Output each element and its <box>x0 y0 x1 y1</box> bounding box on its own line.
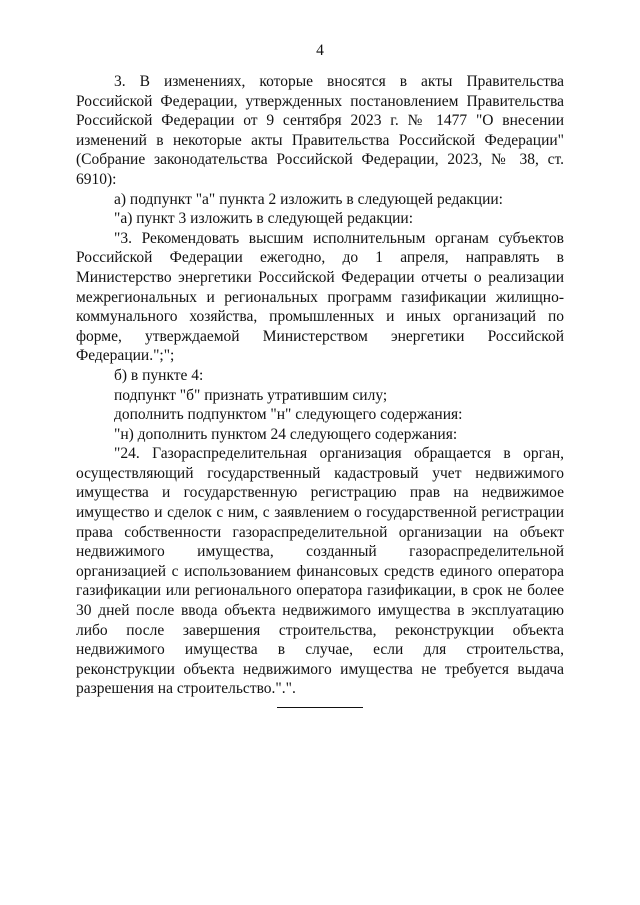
page-number: 4 <box>316 42 324 59</box>
end-separator-line <box>277 707 363 708</box>
document-body <box>76 72 564 699</box>
paragraph-subitem-b: б) в пункте 4: <box>114 366 204 384</box>
paragraph-subitem-a: а) подпункт "а" пункта 2 изложить в следующей редакции: <box>114 190 503 208</box>
paragraph-point-3-text: "3. Рекомендовать высшим исполнительным органам субъектов Российской Федерации ежегодно, до 1 апреля, направлять в Министерство энергетики Российской Федерации отчеты о реализации межрегиональных и региональных программ газификации жилищно-коммунального хозяйства, промышленных и иных организаций по форме, утверждаемой Министерством энергетики Российской Федерации.";"; <box>76 229 564 365</box>
paragraph-3-amendments-intro: 3. В изменениях, которые вносятся в акты Правительства Российской Федерации, утвержденных постановлением Правительства Российской Федерации от 9 сентября 2023 г. № 1477 "О внесении изменений в некоторые акты Правительства Российской Федерации" (Собрание законодательства Российской Федерации, 2023, № 38, ст. 6910): <box>76 73 564 188</box>
paragraph-repeal-b: подпункт "б" признать утратившим силу; <box>114 386 388 404</box>
paragraph-point-3-edit: "а) пункт 3 изложить в следующей редакции: <box>114 210 414 228</box>
paragraph-add-subitem-n: дополнить подпунктом "н" следующего содержания: <box>114 406 463 424</box>
paragraph-point-24-text: "24. Газораспределительная организация обращается в орган, осуществляющий государственный кадастровый учет недвижимого имущества и государственную регистрацию прав на недвижимое имущество и сделок с ним, с заявлением о государственной регистрации права собственности газораспределительной организации на объект недвижимого имущества, созданный газораспределительной организацией с использованием финансовых средств единого оператора газификации или регионального оператора газификации, в срок не более 30 дней после ввода объекта недвижимого имущества в эксплуатацию либо после завершения строительства, реконструкции объекта недвижимого имущества в случае, если для строительства, реконструкции объекта недвижимого имущества не требуется выдача разрешения на строительство.".". <box>76 445 564 698</box>
paragraph-subitem-n: "н) дополнить пунктом 24 следующего содержания: <box>114 425 458 443</box>
